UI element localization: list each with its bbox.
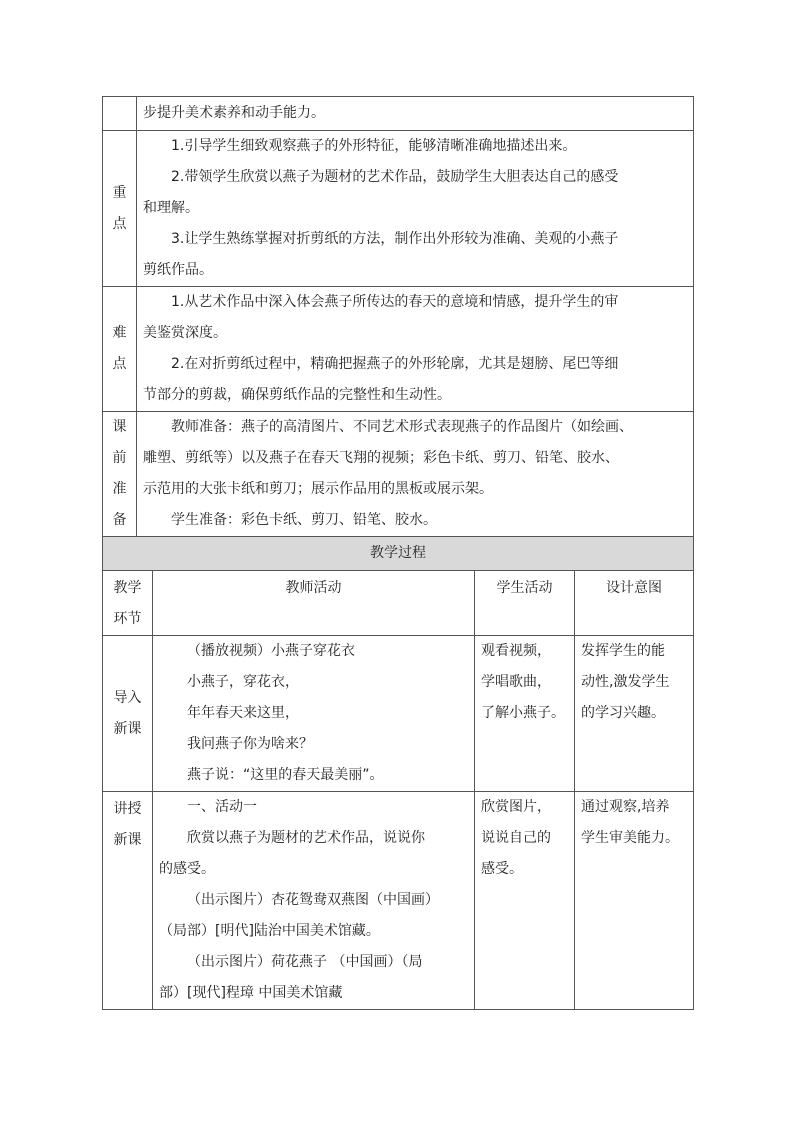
student-activity-header: 学生活动 — [475, 571, 575, 636]
difficulties-content: 1.从艺术作品中深入体会燕子所传达的春天的意境和情感，提升学生的审 美鉴赏深度。 2.在对折剪纸过程中，精确把握燕子的外形轮廓，尤其是翅膀、尾巴等细 节部分的剪裁，确保剪纸作品的完整性和生动性。 — [137, 287, 694, 412]
student-activity-cell: 欣赏图片， 说说自己的 感受。 — [475, 792, 575, 1010]
teaching-process-table — [102, 536, 694, 1010]
stage-cell: 导入 新课 — [103, 636, 153, 792]
continuation-text: 步提升美术素养和动手能力。 — [137, 97, 694, 131]
difficulties-row — [103, 287, 694, 412]
teacher-activity-cell: （播放视频）小燕子穿花衣 小燕子，穿花衣， 年年春天来这里， 我问燕子你为啥来？ 燕子说：“这里的春天最美丽”。 — [153, 636, 475, 792]
key-points-label: 重 点 — [103, 131, 137, 287]
preparation-row — [103, 412, 694, 537]
column-header-row — [103, 571, 694, 636]
process-title-row — [103, 537, 694, 571]
preparation-content: 教师准备：燕子的高清图片、不同艺术形式表现燕子的作品图片（如绘画、 雕塑、剪纸等）以及燕子在春天飞翔的视频；彩色卡纸、剪刀、铅笔、胶水、 示范用的大张卡纸和剪刀；展示作品用的黑板或展示架。 学生准备：彩色卡纸、剪刀、铅笔、胶水。 — [137, 412, 694, 537]
teacher-activity-cell: 一、活动一 欣赏以燕子为题材的艺术作品，说说你 的感受。 （出示图片）杏花鸳鸯双燕图（中国画） （局部）[明代]陆治中国美术馆藏。 （出示图片）荷花燕子 （中国画）（局 部）[现代]程璋 中国美术馆藏 — [153, 792, 475, 1010]
continuation-row — [103, 97, 694, 131]
preparation-label: 课 前 准 备 — [103, 412, 137, 537]
key-points-content: 1.引导学生细致观察燕子的外形特征，能够清晰准确地描述出来。 2.带领学生欣赏以燕子为题材的艺术作品，鼓励学生大胆表达自己的感受 和理解。 3.让学生熟练掌握对折剪纸的方法，制作出外形较为准确、美观的小燕子 剪纸作品。 — [137, 131, 694, 287]
student-activity-cell: 观看视频， 学唱歌曲， 了解小燕子。 — [475, 636, 575, 792]
key-points-row — [103, 131, 694, 287]
design-intent-header: 设计意图 — [575, 571, 694, 636]
table-row — [103, 792, 694, 1010]
objectives-table — [102, 96, 694, 537]
stage-header: 教学 环节 — [103, 571, 153, 636]
stage-cell: 讲授 新课 — [103, 792, 153, 1010]
difficulties-label: 难 点 — [103, 287, 137, 412]
design-intent-cell: 通过观察,培养 学生审美能力。 — [575, 792, 694, 1010]
teacher-activity-header: 教师活动 — [153, 571, 475, 636]
process-title: 教学过程 — [103, 537, 694, 571]
table-row — [103, 636, 694, 792]
design-intent-cell: 发挥学生的能 动性,激发学生 的学习兴趣。 — [575, 636, 694, 792]
